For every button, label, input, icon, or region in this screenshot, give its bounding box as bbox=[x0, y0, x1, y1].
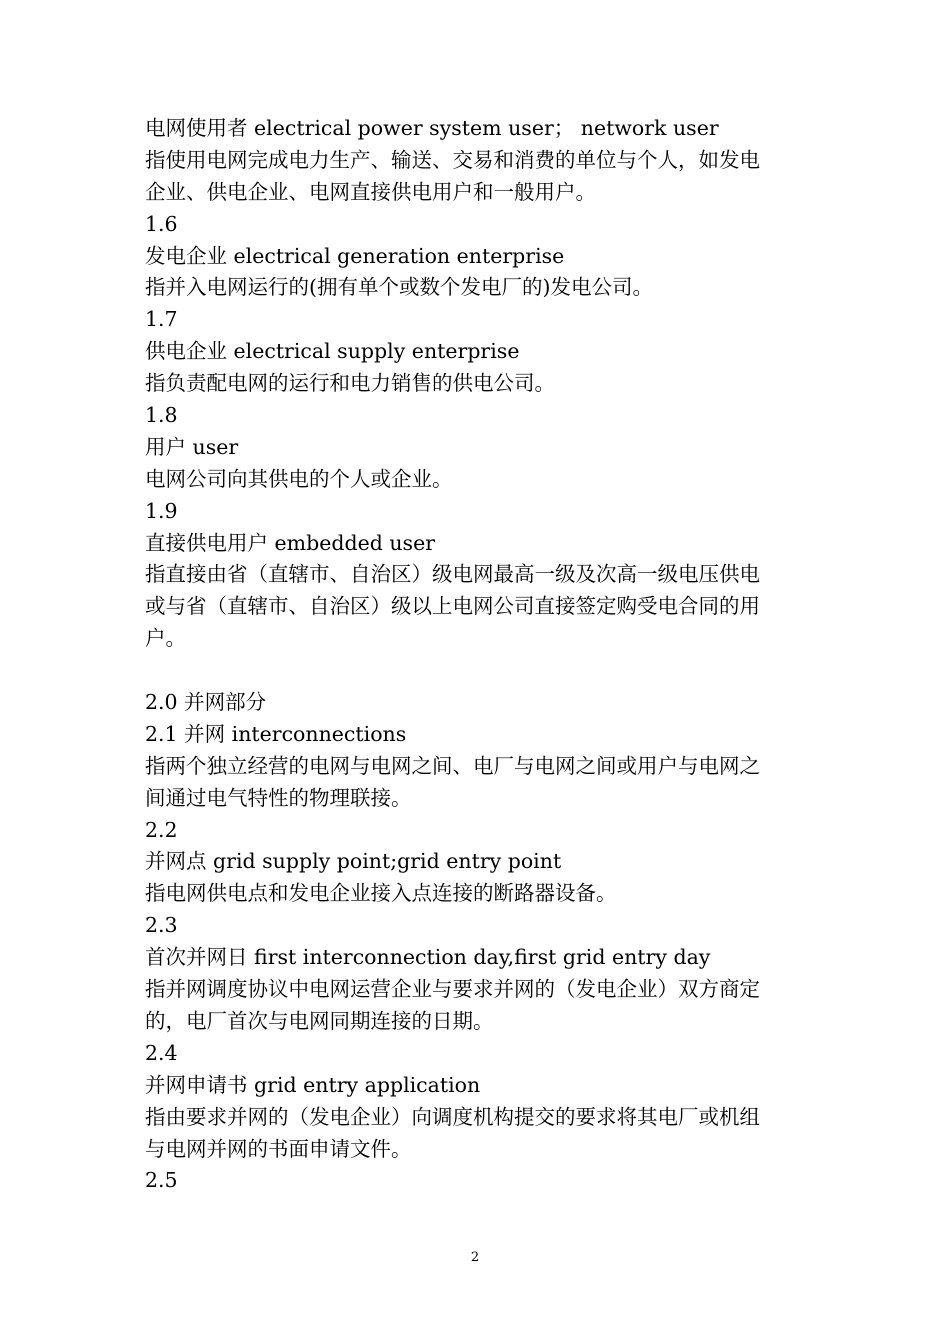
text-line: 指负责配电网的运行和电力销售的供电公司。 bbox=[145, 371, 555, 396]
text-line: 间通过电气特性的物理联接。 bbox=[145, 785, 412, 810]
text-line: 指使用电网完成电力生产、输送、交易和消费的单位与个人，如发电 bbox=[145, 147, 760, 172]
blank-line bbox=[145, 655, 825, 687]
text-line: 的，电厂首次与电网同期连接的日期。 bbox=[145, 1008, 494, 1033]
term-heading: 直接供电用户 embedded user bbox=[145, 530, 436, 555]
term-heading: 供电企业 electrical supply enterprise bbox=[145, 339, 520, 364]
term-heading: 并网申请书 grid entry application bbox=[145, 1072, 481, 1097]
text-line: 指直接由省（直辖市、自治区）级电网最高一级及次高一级电压供电 bbox=[145, 562, 760, 587]
chapter-heading: 2.0 并网部分 bbox=[145, 690, 267, 715]
term-heading: 发电企业 electrical generation enterprise bbox=[145, 243, 565, 268]
section-number: 1.6 bbox=[145, 211, 178, 236]
term-heading: 并网点 grid supply point;grid entry point bbox=[145, 849, 562, 874]
section-number: 2.4 bbox=[145, 1040, 178, 1065]
section-number: 2.3 bbox=[145, 913, 178, 938]
page-number: 2 bbox=[470, 1250, 480, 1265]
text-line: 指电网供电点和发电企业接入点连接的断路器设备。 bbox=[145, 881, 617, 906]
text-line: 电网公司向其供电的个人或企业。 bbox=[145, 466, 453, 491]
document-body bbox=[145, 113, 825, 1197]
text-line: 与电网并网的书面申请文件。 bbox=[145, 1136, 412, 1161]
term-heading: 用户 user bbox=[145, 434, 239, 459]
text-line: 电网使用者 electrical power system user； network user bbox=[145, 116, 719, 140]
section-number: 2.5 bbox=[145, 1168, 178, 1193]
term-heading: 首次并网日 first interconnection day,first grid entry day bbox=[145, 945, 711, 970]
text-line: 指并网调度协议中电网运营企业与要求并网的（发电企业）双方商定 bbox=[145, 977, 760, 1002]
term-heading: 2.1 并网 interconnections bbox=[145, 721, 407, 746]
section-number: 2.2 bbox=[145, 817, 178, 842]
text-line: 企业、供电企业、电网直接供电用户和一般用户。 bbox=[145, 179, 596, 204]
text-line: 或与省（直辖市、自治区）级以上电网公司直接签定购受电合同的用 bbox=[145, 594, 760, 619]
text-line: 指并入电网运行的(拥有单个或数个发电厂的)发电公司。 bbox=[145, 275, 653, 300]
section-number: 1.9 bbox=[145, 498, 178, 523]
text-line: 指由要求并网的（发电企业）向调度机构提交的要求将其电厂或机组 bbox=[145, 1104, 760, 1129]
section-number: 1.8 bbox=[145, 403, 178, 428]
section-number: 1.7 bbox=[145, 307, 178, 332]
text-line: 户。 bbox=[145, 626, 186, 651]
text-line: 指两个独立经营的电网与电网之间、电厂与电网之间或用户与电网之 bbox=[145, 753, 760, 778]
